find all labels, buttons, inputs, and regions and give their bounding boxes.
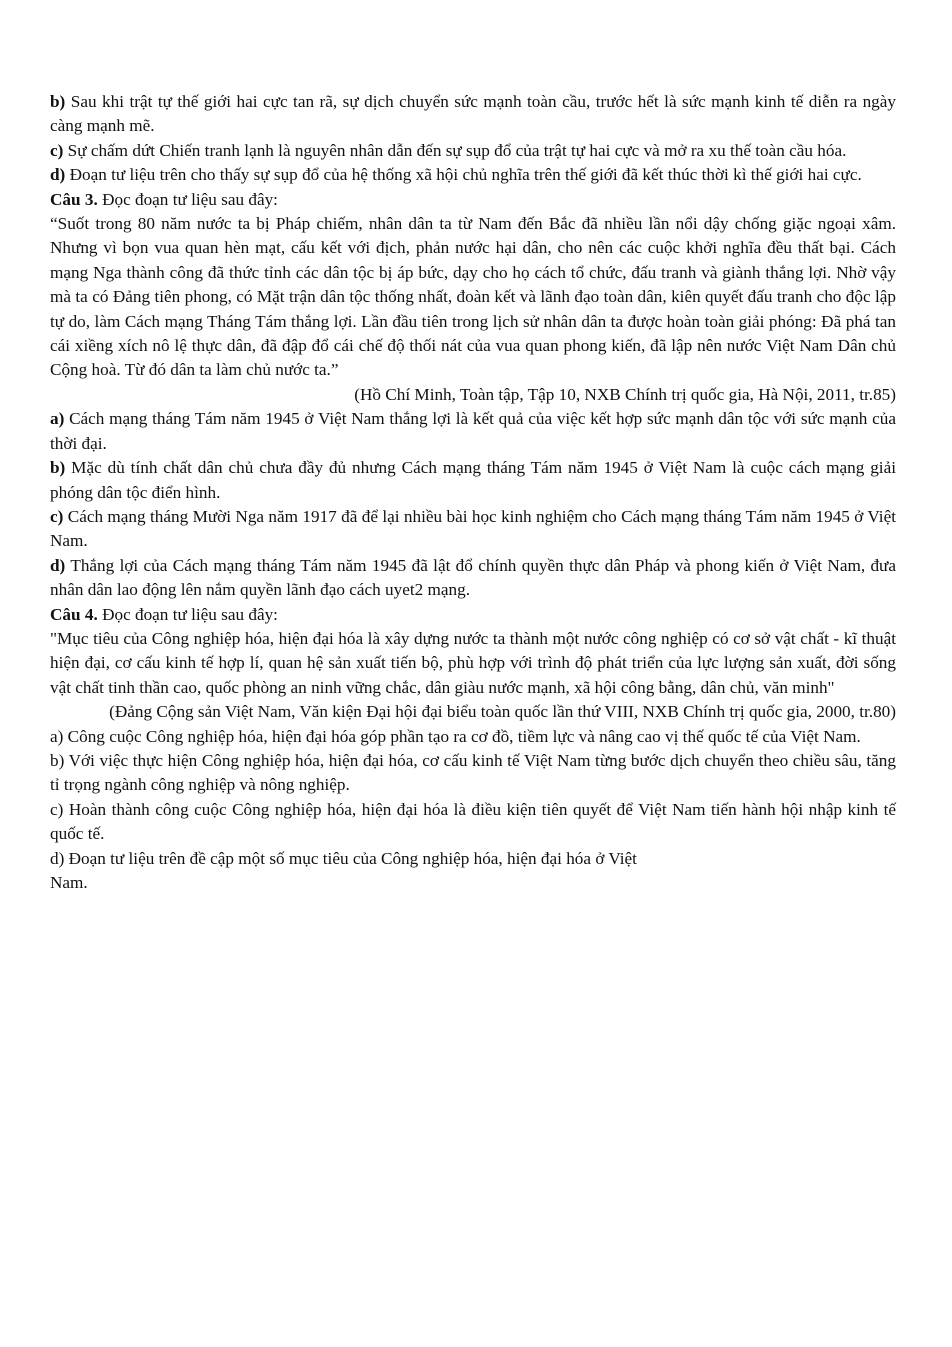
option-label: d) xyxy=(50,555,66,575)
q3-option-d xyxy=(50,554,896,603)
q3-source: (Hồ Chí Minh, Toàn tập, Tập 10, NXB Chính trị quốc gia, Hà Nội, 2011, tr.85) xyxy=(354,384,896,404)
q3-option-a xyxy=(50,407,896,456)
q4-heading xyxy=(50,603,896,627)
option-label: d) xyxy=(50,165,66,185)
option-text: Thắng lợi của Cách mạng tháng Tám năm 1945 đã lật đổ chính quyền thực dân Pháp và phong kiến ở Việt Nam, đưa nhân dân lao động lên nắm quyền lãnh đạo cách uyet2 mạng. xyxy=(50,555,896,600)
q4-source: (Đảng Cộng sản Việt Nam, Văn kiện Đại hội đại biểu toàn quốc lần thứ VIII, NXB Chính trị quốc gia, 2000, tr.80) xyxy=(109,702,896,722)
q3-quote: “Suốt trong 80 năm nước ta bị Pháp chiếm, nhân dân ta từ Nam đến Bắc đã nhiều lần nổi dậy chống giặc ngoại xâm. Nhưng vì bọn vua quan hèn mạt, cấu kết với địch, phản nước hại dân, cho nên các cuộc khởi nghĩa đều thất bại. Cách mạng Nga thành công đã thức tỉnh các dân tộc bị áp bức, dạy cho họ cách tổ chức, đấu tranh và giành thắng lợi. Nhờ vậy mà ta có Đảng tiên phong, có Mặt trận dân tộc thống nhất, đoàn kết và lãnh đạo toàn dân, kiên quyết đấu tranh cho độc lập tự do, làm Cách mạng Tháng Tám thắng lợi. Lần đầu tiên trong lịch sử nhân dân ta được hoàn toàn giải phóng: Đã phá tan cái xiềng xích nô lệ thực dân, đã đập đổ cái chế độ thối nát của vua quan phong kiến, đã lập nên nước Việt Nam Dân chủ Cộng hoà. Từ đó dân ta làm chủ nước ta.” xyxy=(50,214,896,380)
q4-option-d-line2: Nam. xyxy=(50,873,88,892)
option-text: Mặc dù tính chất dân chủ chưa đầy đủ nhưng Cách mạng tháng Tám năm 1945 ở Việt Nam là cuộc cách mạng giải phóng dân tộc điển hình. xyxy=(50,458,896,502)
option-text: Cách mạng tháng Tám năm 1945 ở Việt Nam thắng lợi là kết quả của việc kết hợp sức mạnh dân tộc với sức mạnh của thời đại. xyxy=(50,409,896,453)
question-instruction: Đọc đoạn tư liệu sau đây: xyxy=(97,604,278,624)
option-label: c) xyxy=(50,506,64,526)
q4-quote: "Mục tiêu của Công nghiệp hóa, hiện đại hóa là xây dựng nước ta thành một nước công nghiệp có cơ sở vật chất - kĩ thuật hiện đại, cơ cấu kinh tế hợp lí, quan hệ sản xuất tiến bộ, phù hợp với trình độ phát triển của lực lượng sản xuất, đời sống vật chất tinh thần cao, quốc phòng an ninh vững chắc, dân giàu nước mạnh, xã hội công bằng, dân chủ, văn minh" xyxy=(50,628,896,697)
q4-option-b: b) Với việc thực hiện Công nghiệp hóa, hiện đại hóa, cơ cấu kinh tế Việt Nam từng bước dịch chuyển theo chiều sâu, tăng tỉ trọng ngành công nghiệp và nông nghiệp. xyxy=(50,750,896,795)
option-label: b) xyxy=(50,458,66,478)
option-label: a) xyxy=(50,409,65,429)
question-number: Câu 4. xyxy=(50,604,98,624)
q3-option-b xyxy=(50,456,896,505)
q3-heading xyxy=(50,188,896,212)
option-text: Đoạn tư liệu trên cho thấy sự sụp đổ của hệ thống xã hội chủ nghĩa trên thế giới đã kết thúc thời kì thế giới hai cực. xyxy=(65,165,862,185)
option-text: Sau khi trật tự thế giới hai cực tan rã, sự dịch chuyển sức mạnh toàn cầu, trước hết là sức mạnh kinh tế diễn ra ngày càng mạnh mẽ. xyxy=(50,92,896,136)
q4-option-d-line1: d) Đoạn tư liệu trên đề cập một số mục tiêu của Công nghiệp hóa, hiện đại hóa ở Việt xyxy=(50,848,637,868)
q3-option-c xyxy=(50,505,896,554)
option-text: Cách mạng tháng Mười Nga năm 1917 đã để lại nhiều bài học kinh nghiệm cho Cách mạng tháng Tám năm 1945 ở Việt Nam. xyxy=(50,506,896,551)
question-instruction: Đọc đoạn tư liệu sau đây: xyxy=(97,189,278,209)
document-page xyxy=(50,90,896,895)
q2-option-c xyxy=(50,139,896,163)
option-label: b) xyxy=(50,92,66,111)
option-text: Sự chấm dứt Chiến tranh lạnh là nguyên nhân dẫn đến sự sụp đổ của trật tự hai cực và mở ra xu thế toàn cầu hóa. xyxy=(63,140,847,160)
q2-option-b xyxy=(50,90,896,139)
q4-option-a: a) Công cuộc Công nghiệp hóa, hiện đại hóa góp phần tạo ra cơ đồ, tiềm lực và nâng cao vị thế quốc tế của Việt Nam. xyxy=(50,726,861,746)
q4-option-c: c) Hoàn thành công cuộc Công nghiệp hóa, hiện đại hóa là điều kiện tiên quyết để Việt Nam tiến hành hội nhập kinh tế quốc tế. xyxy=(50,799,896,844)
option-label: c) xyxy=(50,140,64,160)
question-number: Câu 3. xyxy=(50,189,98,209)
q2-option-d xyxy=(50,163,896,187)
